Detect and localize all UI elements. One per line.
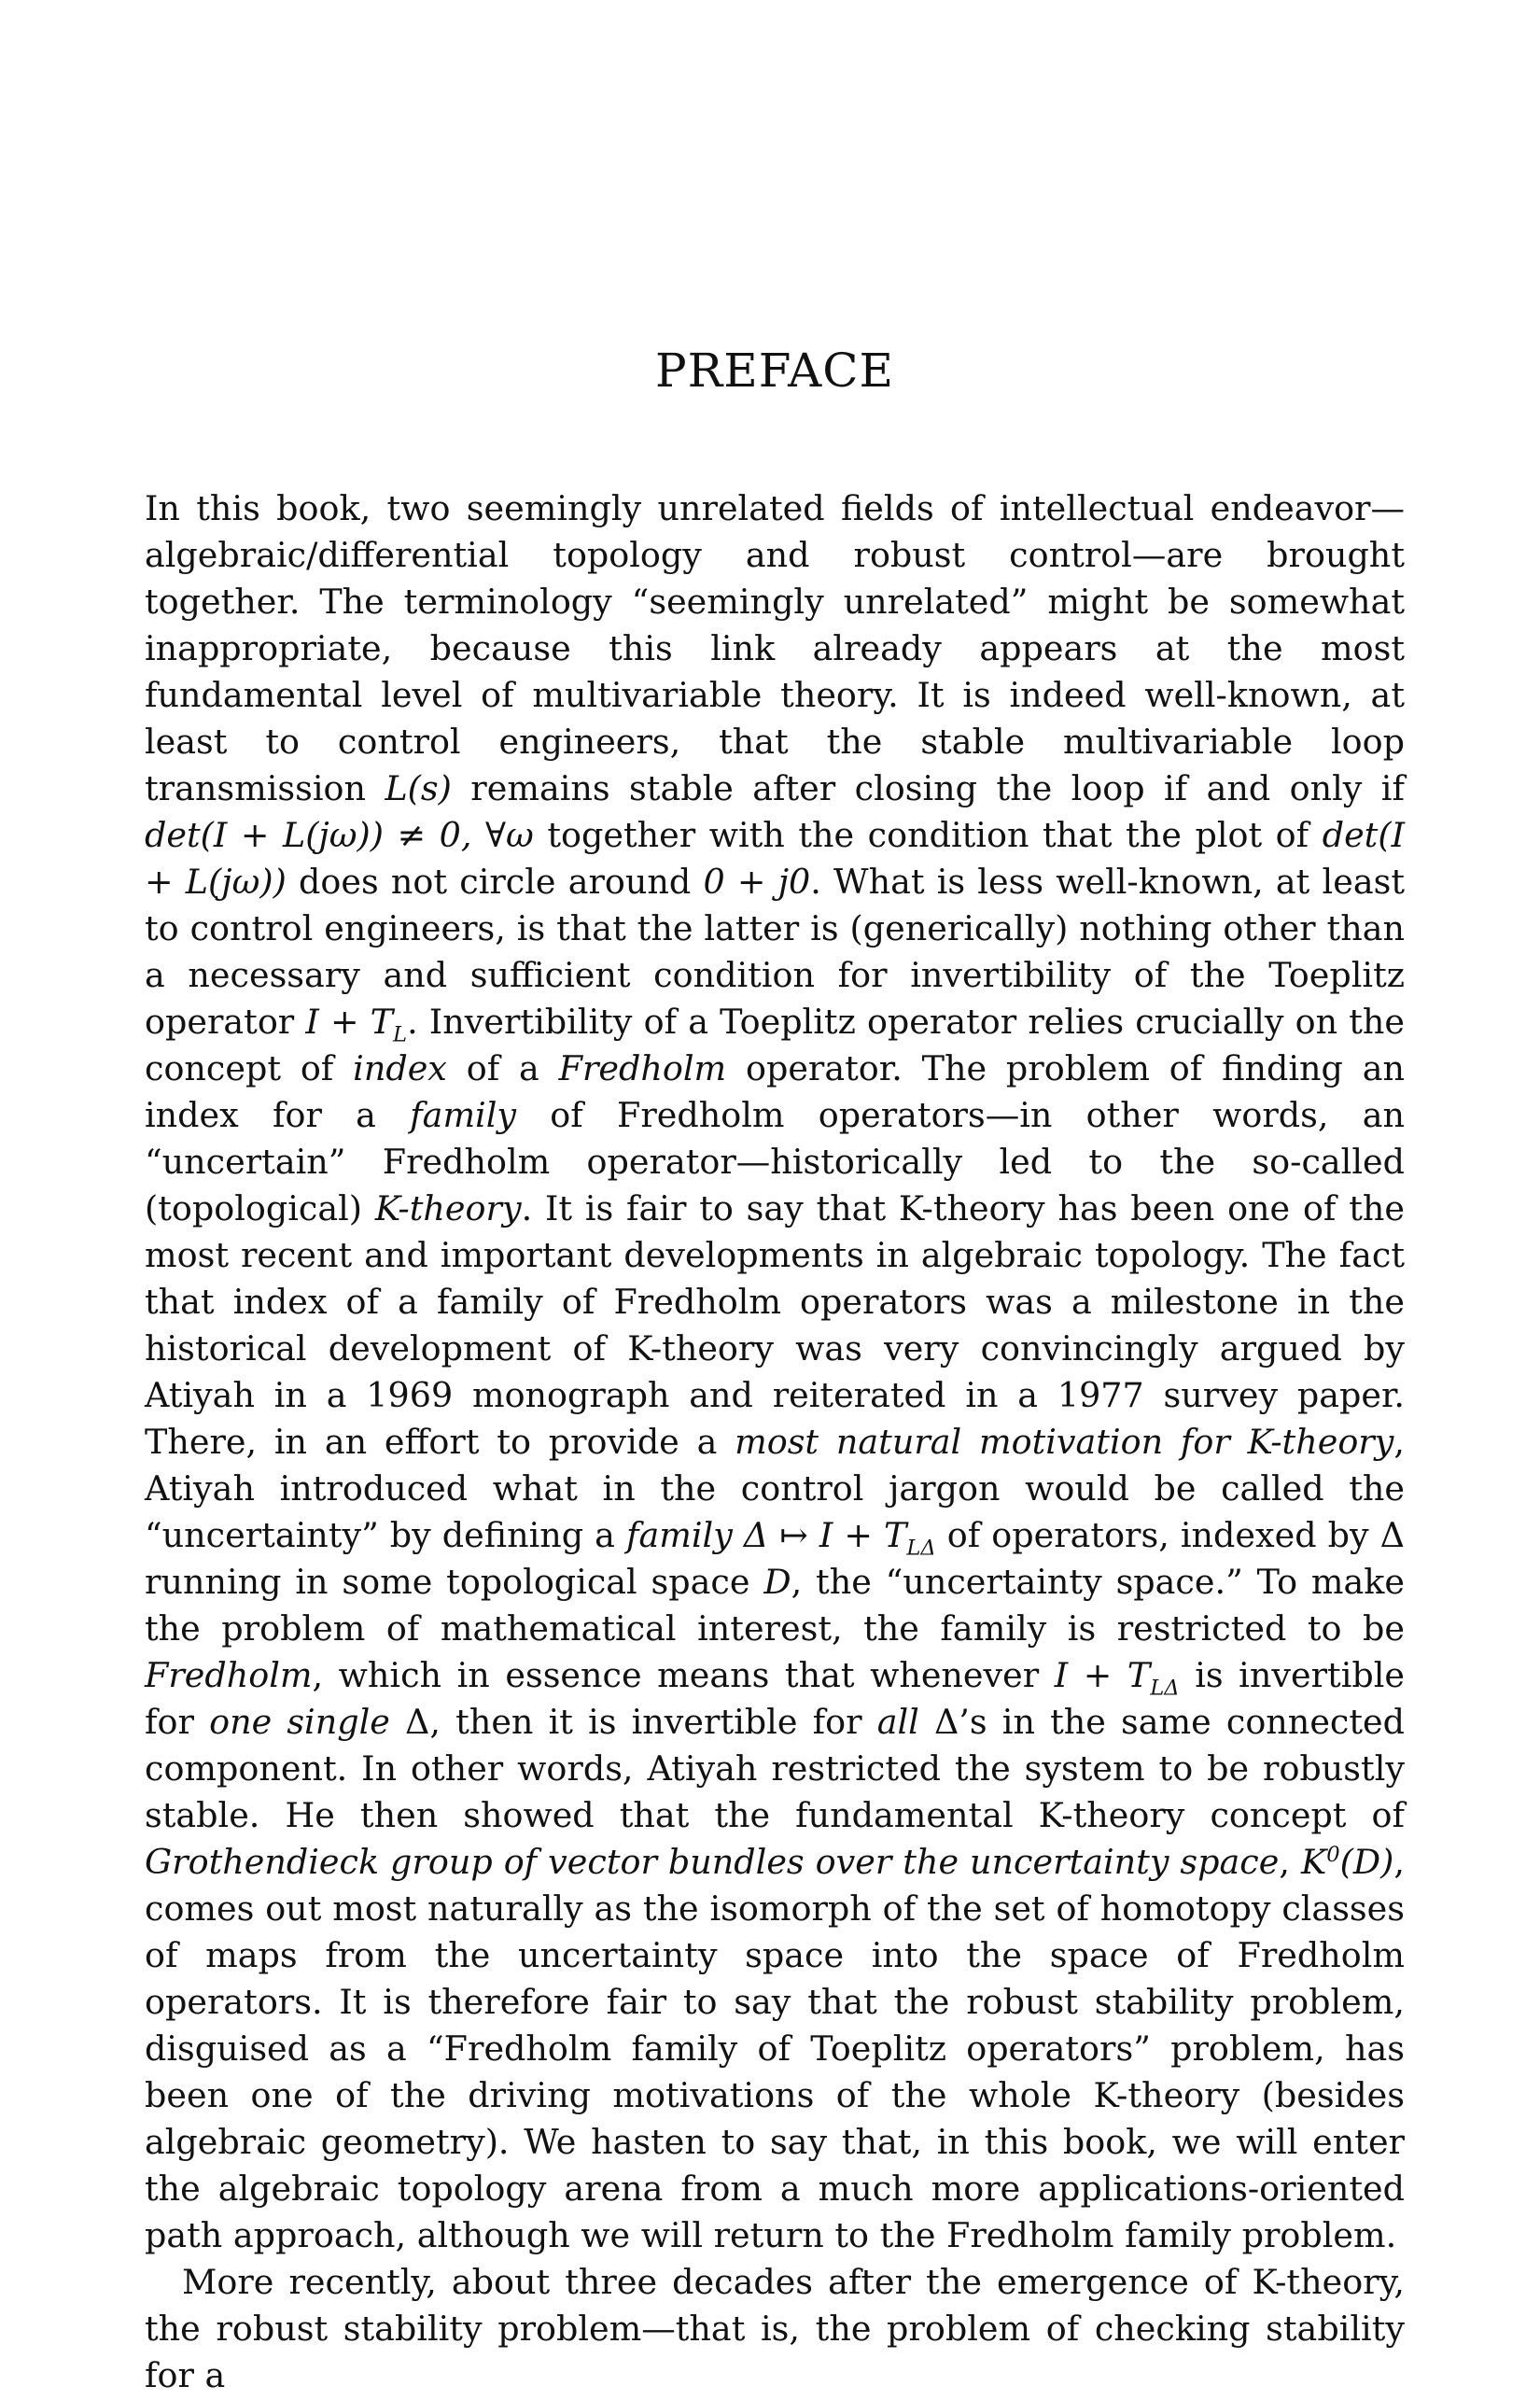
paragraph-2: More recently, about three decades after the emergence of K-theory, the robust stability problem—that is, the problem of checking stability for a: [145, 2262, 1405, 2395]
text-segment: , comes out most naturally as the isomorph of the set of homotopy classes of maps from the uncertainty space into the space of Fredholm operators. It is therefore fair to say that the robust stability problem, disguised as a “Fredholm family of Toeplitz operators” problem, has been one of the driving motivations of the whole K-theory (besides algebraic geometry). We hasten to say that, in this book, we will enter the algebraic topology arena from a much more applications-oriented path approach, although we will return to the Fredholm family problem.: [145, 1842, 1405, 2255]
text-segment: operator. The problem of finding an index for a: [145, 1048, 1405, 1135]
math-toeplitz-sub: L: [393, 1022, 408, 1047]
math-toeplitz-delta: [1054, 1655, 1180, 1701]
math-origin: 0 + j0: [703, 862, 811, 902]
paragraph-1: [145, 485, 1405, 2259]
emphasis-grothendieck: Grothendieck group of vector bundles over the uncertainty space: [145, 1842, 1280, 1882]
emphasis-index: index: [353, 1048, 447, 1088]
text-segment: , which in essence means that whenever: [312, 1655, 1055, 1695]
text-segment: . Invertibility of a Toeplitz operator relies crucially on the concept of: [145, 1002, 1405, 1088]
text-segment: of operators, indexed by Δ running in some topological space: [145, 1515, 1405, 1602]
emphasis-family-2: family: [625, 1515, 733, 1555]
text-segment: of Fredholm operators—in other words, an “uncertain” Fredholm operator—historically led to the so-called (topological): [145, 1095, 1405, 1228]
text-segment: together with the condition that the plot of: [533, 815, 1323, 855]
math-family-map: [743, 1515, 936, 1561]
math-family-map-base: Δ ↦ I + T: [743, 1515, 907, 1555]
math-D: D: [763, 1562, 791, 1602]
emphasis-motivation: most natural motivation for K-theory: [735, 1422, 1394, 1462]
math-K-arg: (D): [1339, 1842, 1394, 1882]
math-det-plot: det(I + L(jω)): [145, 815, 1405, 902]
math-toeplitz-delta-base: I + T: [1054, 1655, 1151, 1695]
text-segment: of a: [446, 1048, 559, 1088]
text-segment: . What is less well-known, at least to control engineers, is that the latter is (generically) nothing other than a necessary and sufficient condition for invertibility of the Toeplitz operator: [145, 862, 1405, 1042]
emphasis-fredholm: Fredholm: [558, 1048, 727, 1088]
math-K0D: [1301, 1842, 1393, 1882]
preface-body: [145, 485, 1405, 2399]
math-toeplitz-delta-sub: LΔ: [1150, 1676, 1180, 1701]
text-segment: does not circle around: [286, 862, 704, 902]
math-K-sup: 0: [1326, 1842, 1340, 1867]
math-toeplitz-base: I + T: [305, 1002, 394, 1042]
emphasis-one-single: one single: [209, 1702, 390, 1742]
math-toeplitz: [305, 1002, 408, 1047]
math-Ls: L(s): [385, 768, 452, 808]
emphasis-ktheory: K-theory: [374, 1188, 522, 1228]
math-det-condition: det(I + L(jω)) ≠ 0, ∀ω: [145, 815, 534, 855]
text-segment: Δ’s in the same connected component. In other words, Atiyah restricted the system to be robustly stable. He then showed that the fundamental K-theory concept of: [145, 1702, 1405, 1835]
math-K-base: K: [1300, 1842, 1327, 1882]
text-segment: Δ, then it is invertible for: [389, 1702, 877, 1742]
text-segment: In this book, two seemingly unrelated fields of intellectual endeavor—algebraic/differential topology and robust control—are brought together. The terminology “seemingly unrelated” might be somewhat inappropriate, because this link already appears at the most fundamental level of multivariable theory. It is indeed well-known, at least to control engineers, that the stable multivariable loop transmission: [145, 488, 1405, 808]
text-segment: is invertible for: [145, 1655, 1406, 1742]
text-segment: . It is fair to say that K-theory has been one of the most recent and important developments in algebraic topology. The fact that index of a family of Fredholm operators was a milestone in the historical development of K-theory was very convincingly argued by Atiyah in a 1969 monograph and reiterated in a 1977 survey paper. There, in an effort to provide a: [145, 1188, 1405, 1462]
page-title: PREFACE: [655, 344, 894, 398]
text-segment: , Atiyah introduced what in the control jargon would be called the “uncertainty” by defining a: [145, 1422, 1405, 1555]
text-segment: remains stable after closing the loop if and only if: [451, 768, 1405, 808]
text-segment: , the “uncertainty space.” To make the problem of mathematical interest, the family is restricted to be: [145, 1562, 1405, 1649]
emphasis-family: family: [410, 1095, 517, 1135]
emphasis-fredholm-2: Fredholm: [145, 1655, 313, 1695]
emphasis-all: all: [876, 1702, 919, 1742]
math-family-map-sub: LΔ: [906, 1536, 936, 1561]
text-segment: ,: [1279, 1842, 1301, 1882]
